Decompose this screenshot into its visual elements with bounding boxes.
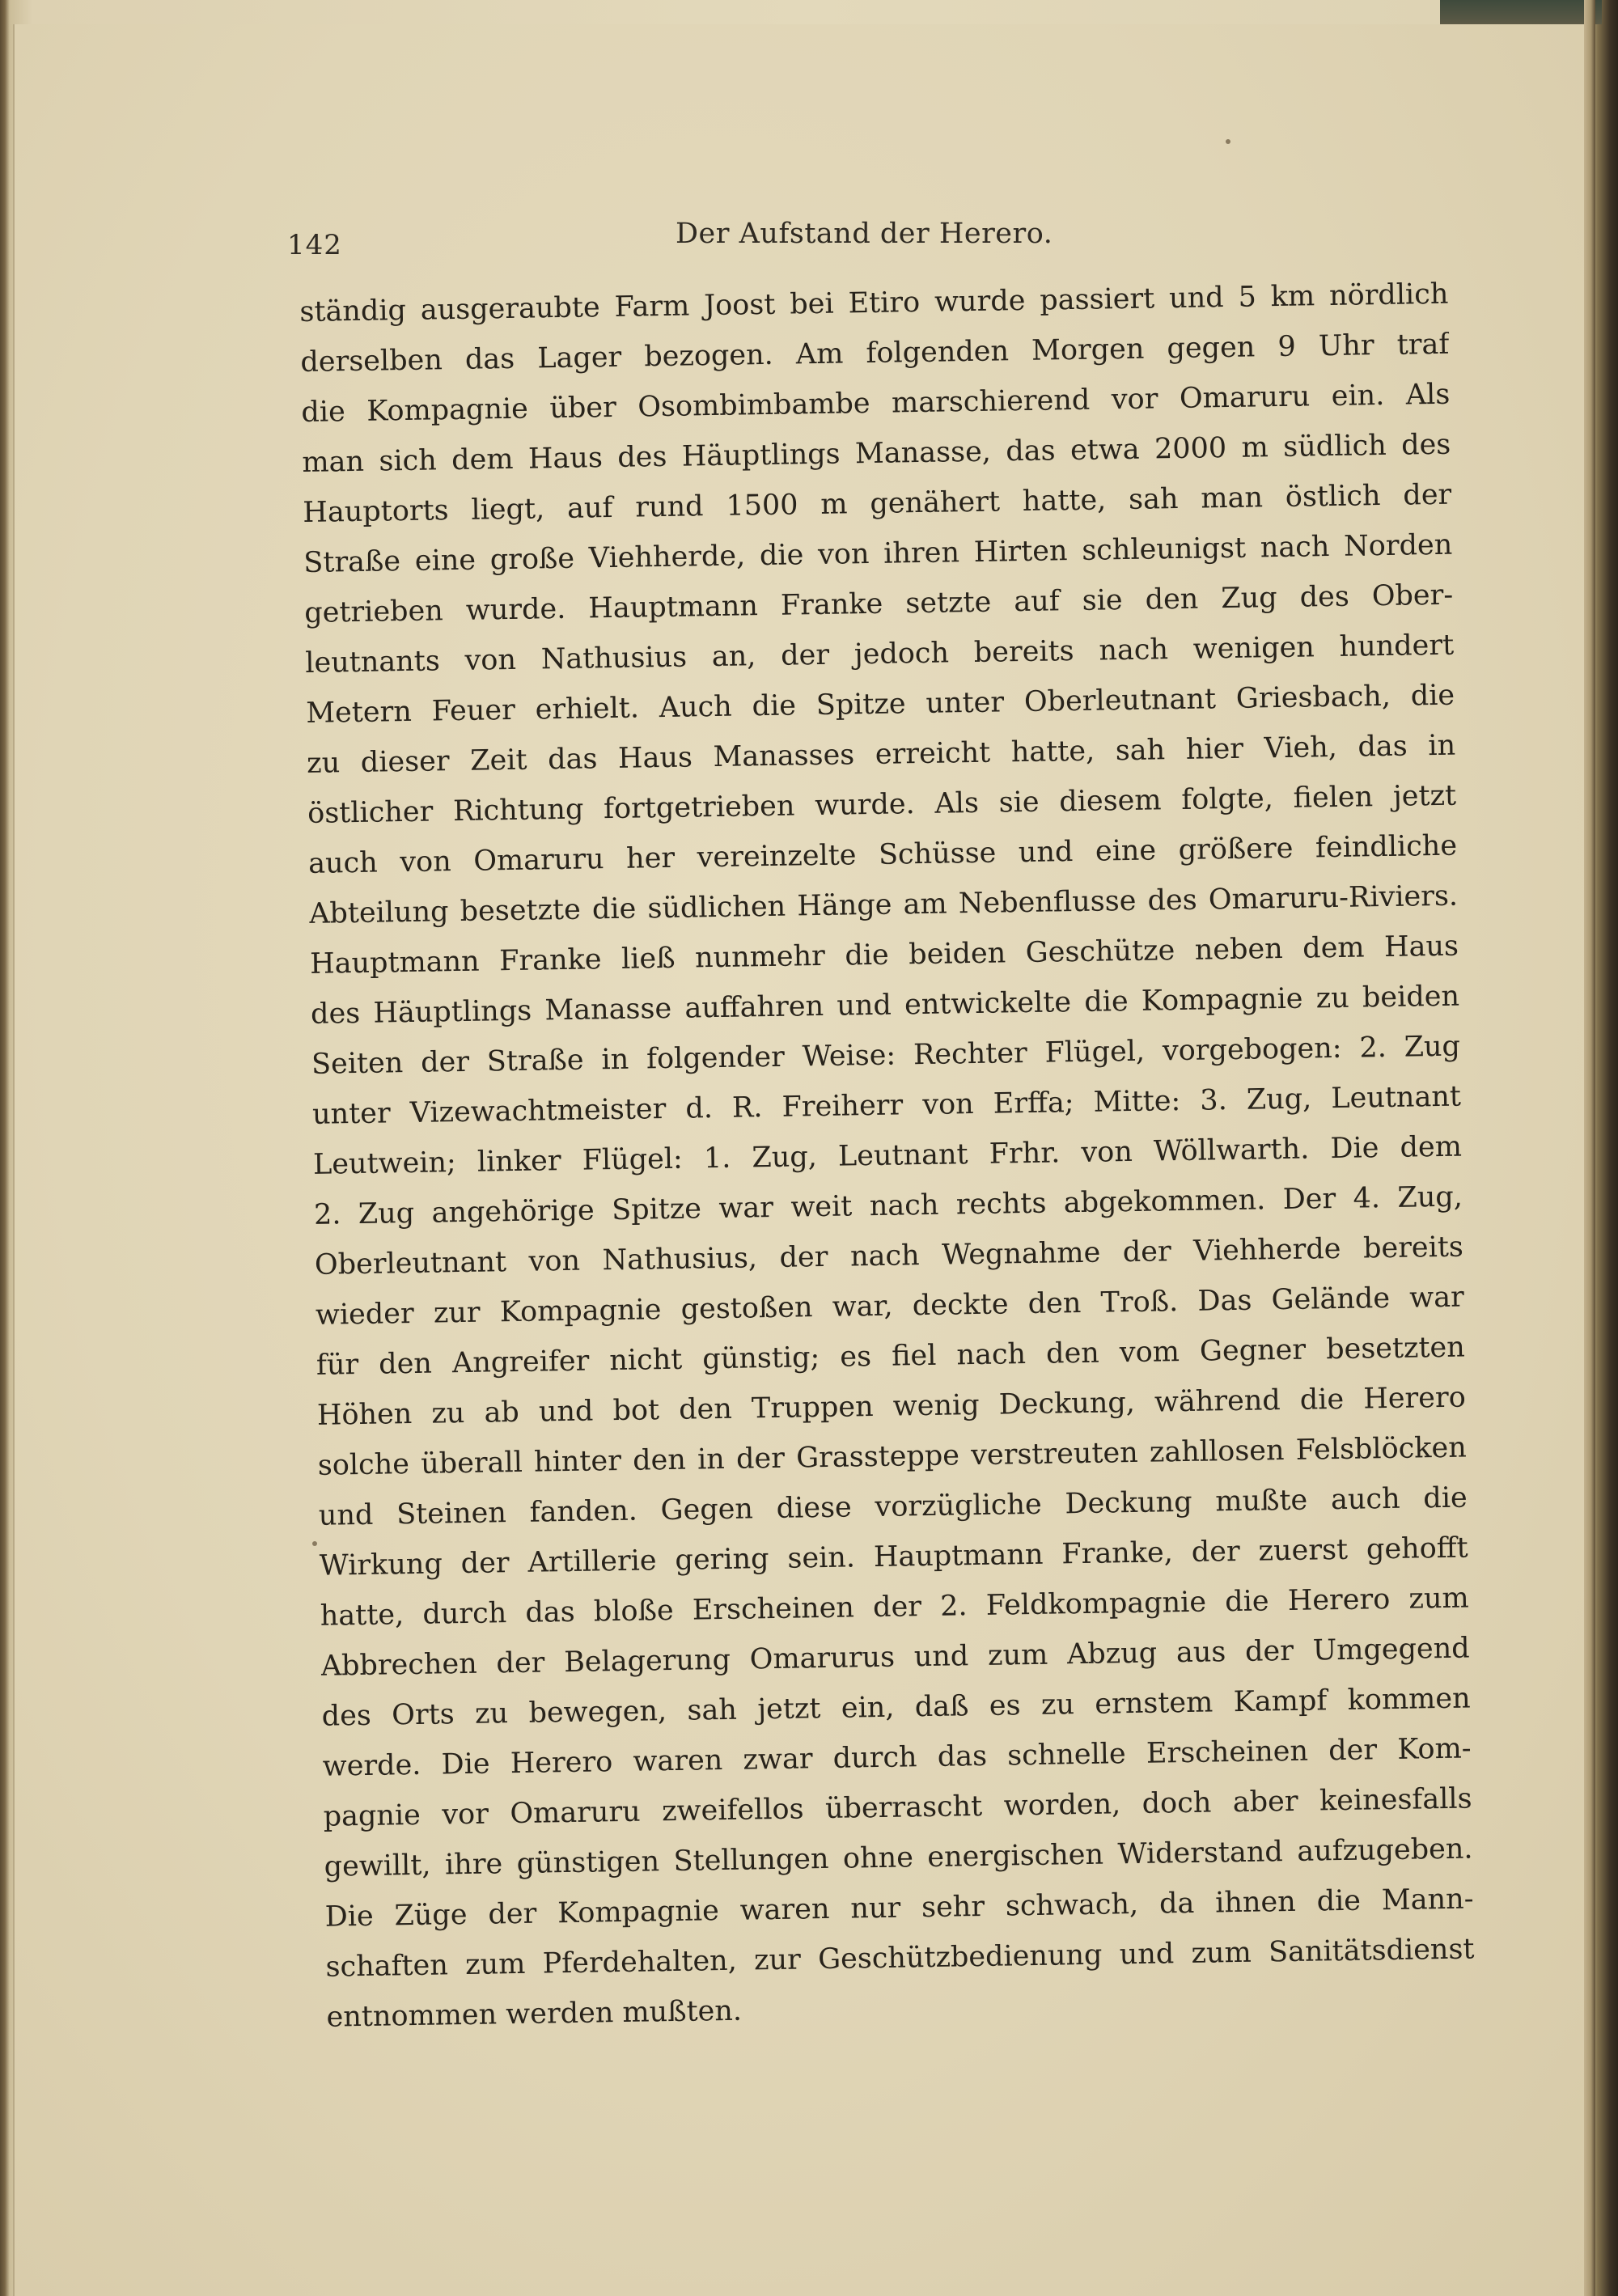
text-line: zu dieser Zeit das Haus Manasses erreicht hatte, sah hier Vieh, das in — [306, 729, 1456, 780]
text-line: man sich dem Haus des Häuptlings Manasse, das etwa 2000 m südlich des — [302, 428, 1451, 479]
paper-speck — [1226, 139, 1230, 144]
text-line: östlicher Richtung fortgetrieben wurde. Als sie diesem folgte, fielen jetzt — [307, 779, 1457, 830]
text-line: unter Vizewachtmeister d. R. Freiherr von Erffa; Mitte: 3. Zug, Leutnant — [311, 1080, 1462, 1131]
text-line: Hauptmann Franke ließ nunmehr die beiden Geschütze neben dem Haus — [309, 930, 1459, 981]
text-line: und Steinen fanden. Gegen diese vorzügliche Deckung mußte auch die — [318, 1481, 1468, 1532]
text-line: solche überall hinter den in der Grassteppe verstreuten zahllosen Felsblöcken — [317, 1431, 1468, 1482]
text-line: Wirkung der Artillerie gering sein. Hauptmann Franke, der zuerst gehofft — [319, 1531, 1468, 1582]
text-line: für den Angreifer nicht günstig; es fiel nach den vom Gegner besetzten — [316, 1331, 1466, 1382]
text-line: wieder zur Kompagnie gestoßen war, deckte den Troß. Das Gelände war — [315, 1281, 1465, 1332]
text-line: Leutwein; linker Flügel: 1. Zug, Leutnant Frhr. von Wöllwarth. Die dem — [312, 1130, 1463, 1181]
text-line: pagnie vor Omaruru zweifellos überrascht worden, doch aber keinesfalls — [323, 1782, 1472, 1833]
text-line: die Kompagnie über Osombimbambe marschierend vor Omaruru ein. Als — [301, 378, 1451, 429]
text-line: Abbrechen der Belagerung Omarurus und zum Abzug aus der Umgegend — [320, 1632, 1470, 1683]
page-edge-shadow — [1584, 0, 1595, 2296]
text-line: Hauptorts liegt, auf rund 1500 m genähert hatte, sah man östlich der — [303, 478, 1452, 529]
text-line: des Häuptlings Manasse auffahren und entwickelte die Kompagnie zu beiden — [310, 980, 1460, 1031]
text-line: Metern Feuer erhielt. Auch die Spitze unter Oberleutnant Griesbach, die — [305, 679, 1455, 730]
text-line: Höhen zu ab und bot den Truppen wenig Deckung, während die Herero — [316, 1381, 1467, 1432]
text-line: Die Züge der Kompagnie waren nur sehr schwach, da ihnen die Mann- — [324, 1883, 1474, 1934]
text-line: hatte, durch das bloße Erscheinen der 2. Feldkompagnie die Herero zum — [320, 1582, 1469, 1633]
text-line: leutnants von Nathusius an, der jedoch bereits nach wenigen hundert — [304, 629, 1455, 680]
paper-speck — [312, 1541, 317, 1546]
text-line: werde. Die Herero waren zwar durch das schnelle Erscheinen der Kom- — [322, 1732, 1472, 1783]
text-line: derselben das Lager bezogen. Am folgenden Morgen gegen 9 Uhr traf — [300, 328, 1450, 379]
text-line: Abteilung besetzte die südlichen Hänge am Nebenflusse des Omaruru-Riviers. — [308, 879, 1459, 930]
text-line: entnommen werden mußten. — [326, 1994, 743, 2034]
text-line: schaften zum Pferdehalten, zur Geschützbedienung und zum Sanitätsdienst — [325, 1933, 1475, 1984]
text-line: 2. Zug angehörige Spitze war weit nach rechts abgekommen. Der 4. Zug, — [313, 1180, 1463, 1231]
text-line: des Orts zu bewegen, sah jetzt ein, daß es zu ernstem Kampf kommen — [321, 1682, 1471, 1733]
text-line: getrieben wurde. Hauptmann Franke setzte auf sie den Zug des Ober- — [304, 578, 1454, 629]
text-line: auch von Omaruru her vereinzelte Schüsse und eine größere feindliche — [307, 829, 1458, 880]
page-number: 142 — [287, 229, 342, 261]
text-line: gewillt, ihre günstigen Stellungen ohne energischen Widerstand aufzugeben. — [324, 1832, 1473, 1883]
body-text — [299, 269, 1476, 2043]
running-title: Der Aufstand der Herero. — [676, 218, 1053, 250]
text-line: ständig ausgeraubte Farm Joost bei Etiro wurde passiert und 5 km nördlich — [299, 277, 1449, 328]
text-line: Seiten der Straße in folgender Weise: Rechter Flügel, vorgebogen: 2. Zug — [311, 1030, 1461, 1081]
text-line: Oberleutnant von Nathusius, der nach Wegnahme der Viehherde bereits — [314, 1231, 1464, 1281]
running-header — [287, 214, 1460, 263]
text-line: Straße eine große Viehherde, die von ihren Hirten schleunigst nach Norden — [303, 528, 1453, 579]
book-cover-corner — [1440, 0, 1602, 24]
